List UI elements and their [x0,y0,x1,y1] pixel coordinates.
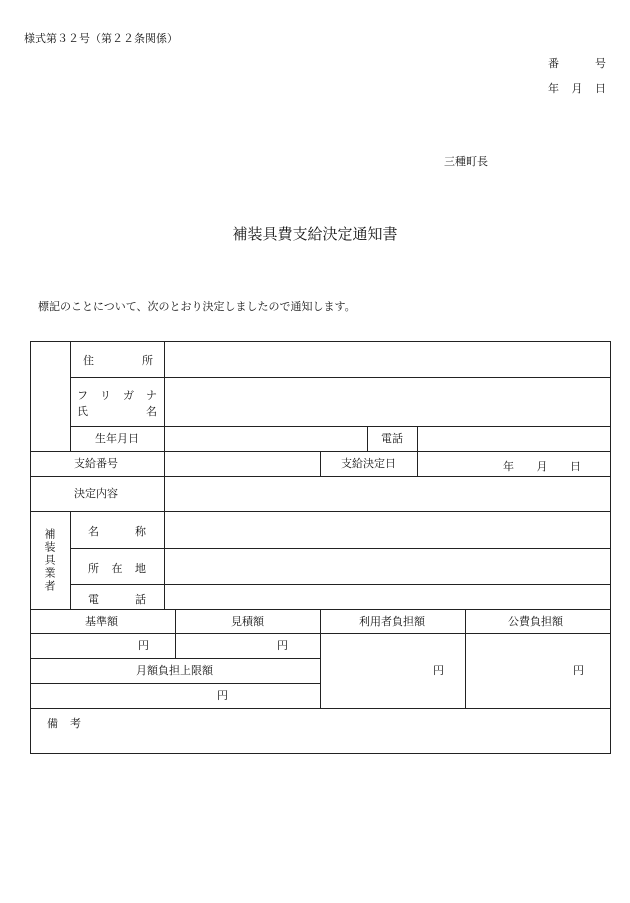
grid-line [320,451,321,476]
label-char: ナ [146,389,157,402]
label-char: ガ [123,389,134,402]
base-amount-header: 基準額 [85,615,118,628]
document-number-label [548,55,606,71]
grid-line [70,377,611,378]
label-char: 名 [88,525,99,538]
phone-label: 電話 [381,432,403,445]
intro-text: 標記のことについて、次のとおり決定しましたので通知します。 [38,300,356,313]
doc-no-char: 号 [595,57,606,70]
date-char: 月 [536,460,548,473]
vendor-name-label [88,523,146,539]
label-char: 備 [47,717,58,730]
doc-no-char: 番 [548,57,559,70]
estimate-header: 見積額 [231,615,264,628]
estimate-yen: 円 [277,639,288,652]
grid-line [417,426,418,476]
public-burden-yen: 円 [573,664,584,677]
grid-line [320,609,321,708]
user-burden-header: 利用者負担額 [359,615,425,628]
grid-line [164,341,165,609]
name-label [77,403,157,419]
decision-content-label: 決定内容 [74,487,118,500]
label-char: リ [100,389,111,402]
grid-line [70,341,71,451]
date-char: 年 [548,82,559,95]
monthly-cap-yen: 円 [217,689,228,702]
document-date-label [548,80,606,96]
decision-date-value [503,458,581,474]
date-char: 年 [503,460,514,473]
label-char: 在 [111,562,123,575]
label-char: 称 [135,525,146,538]
date-char: 月 [571,82,583,95]
label-char: 所 [88,562,99,575]
grid-line [465,609,466,708]
grid-line [70,511,71,609]
label-char: 住 [83,354,94,367]
form-number: 様式第３２号（第２２条関係） [24,32,178,45]
grid-line [70,548,611,549]
vendor-group-label: 補装具業者 [43,528,56,593]
grid-line [70,584,611,585]
grid-line [30,708,611,709]
date-char: 日 [595,82,606,95]
date-char: 日 [570,460,581,473]
vendor-phone-label [88,591,146,607]
furigana-label [77,387,157,403]
label-char: 考 [70,717,81,730]
issuer: 三種町長 [444,155,488,168]
address-label [83,352,153,368]
public-burden-header: 公費負担額 [508,615,563,628]
document-title: 補装具費支給決定通知書 [232,225,398,243]
base-amount-yen: 円 [138,639,149,652]
vendor-location-label [88,560,146,576]
label-char: 地 [135,562,146,575]
grid-line [175,609,176,658]
decision-date-label: 支給決定日 [341,457,396,470]
user-burden-yen: 円 [433,664,444,677]
label-char: フ [77,389,88,402]
label-char: 名 [146,405,157,418]
remarks-label [47,715,81,731]
label-char: 所 [142,354,153,367]
grid-line [70,426,611,427]
label-char: 電 [88,593,99,606]
grid-line [30,476,611,477]
label-char: 話 [135,593,146,606]
grid-line [30,511,611,512]
grid-line [30,658,320,659]
payment-number-label: 支給番号 [74,457,118,470]
monthly-cap-label: 月額負担上限額 [136,664,213,677]
birthdate-label: 生年月日 [95,432,139,445]
label-char: 氏 [77,405,88,418]
grid-line [30,683,320,684]
grid-line [367,426,368,451]
